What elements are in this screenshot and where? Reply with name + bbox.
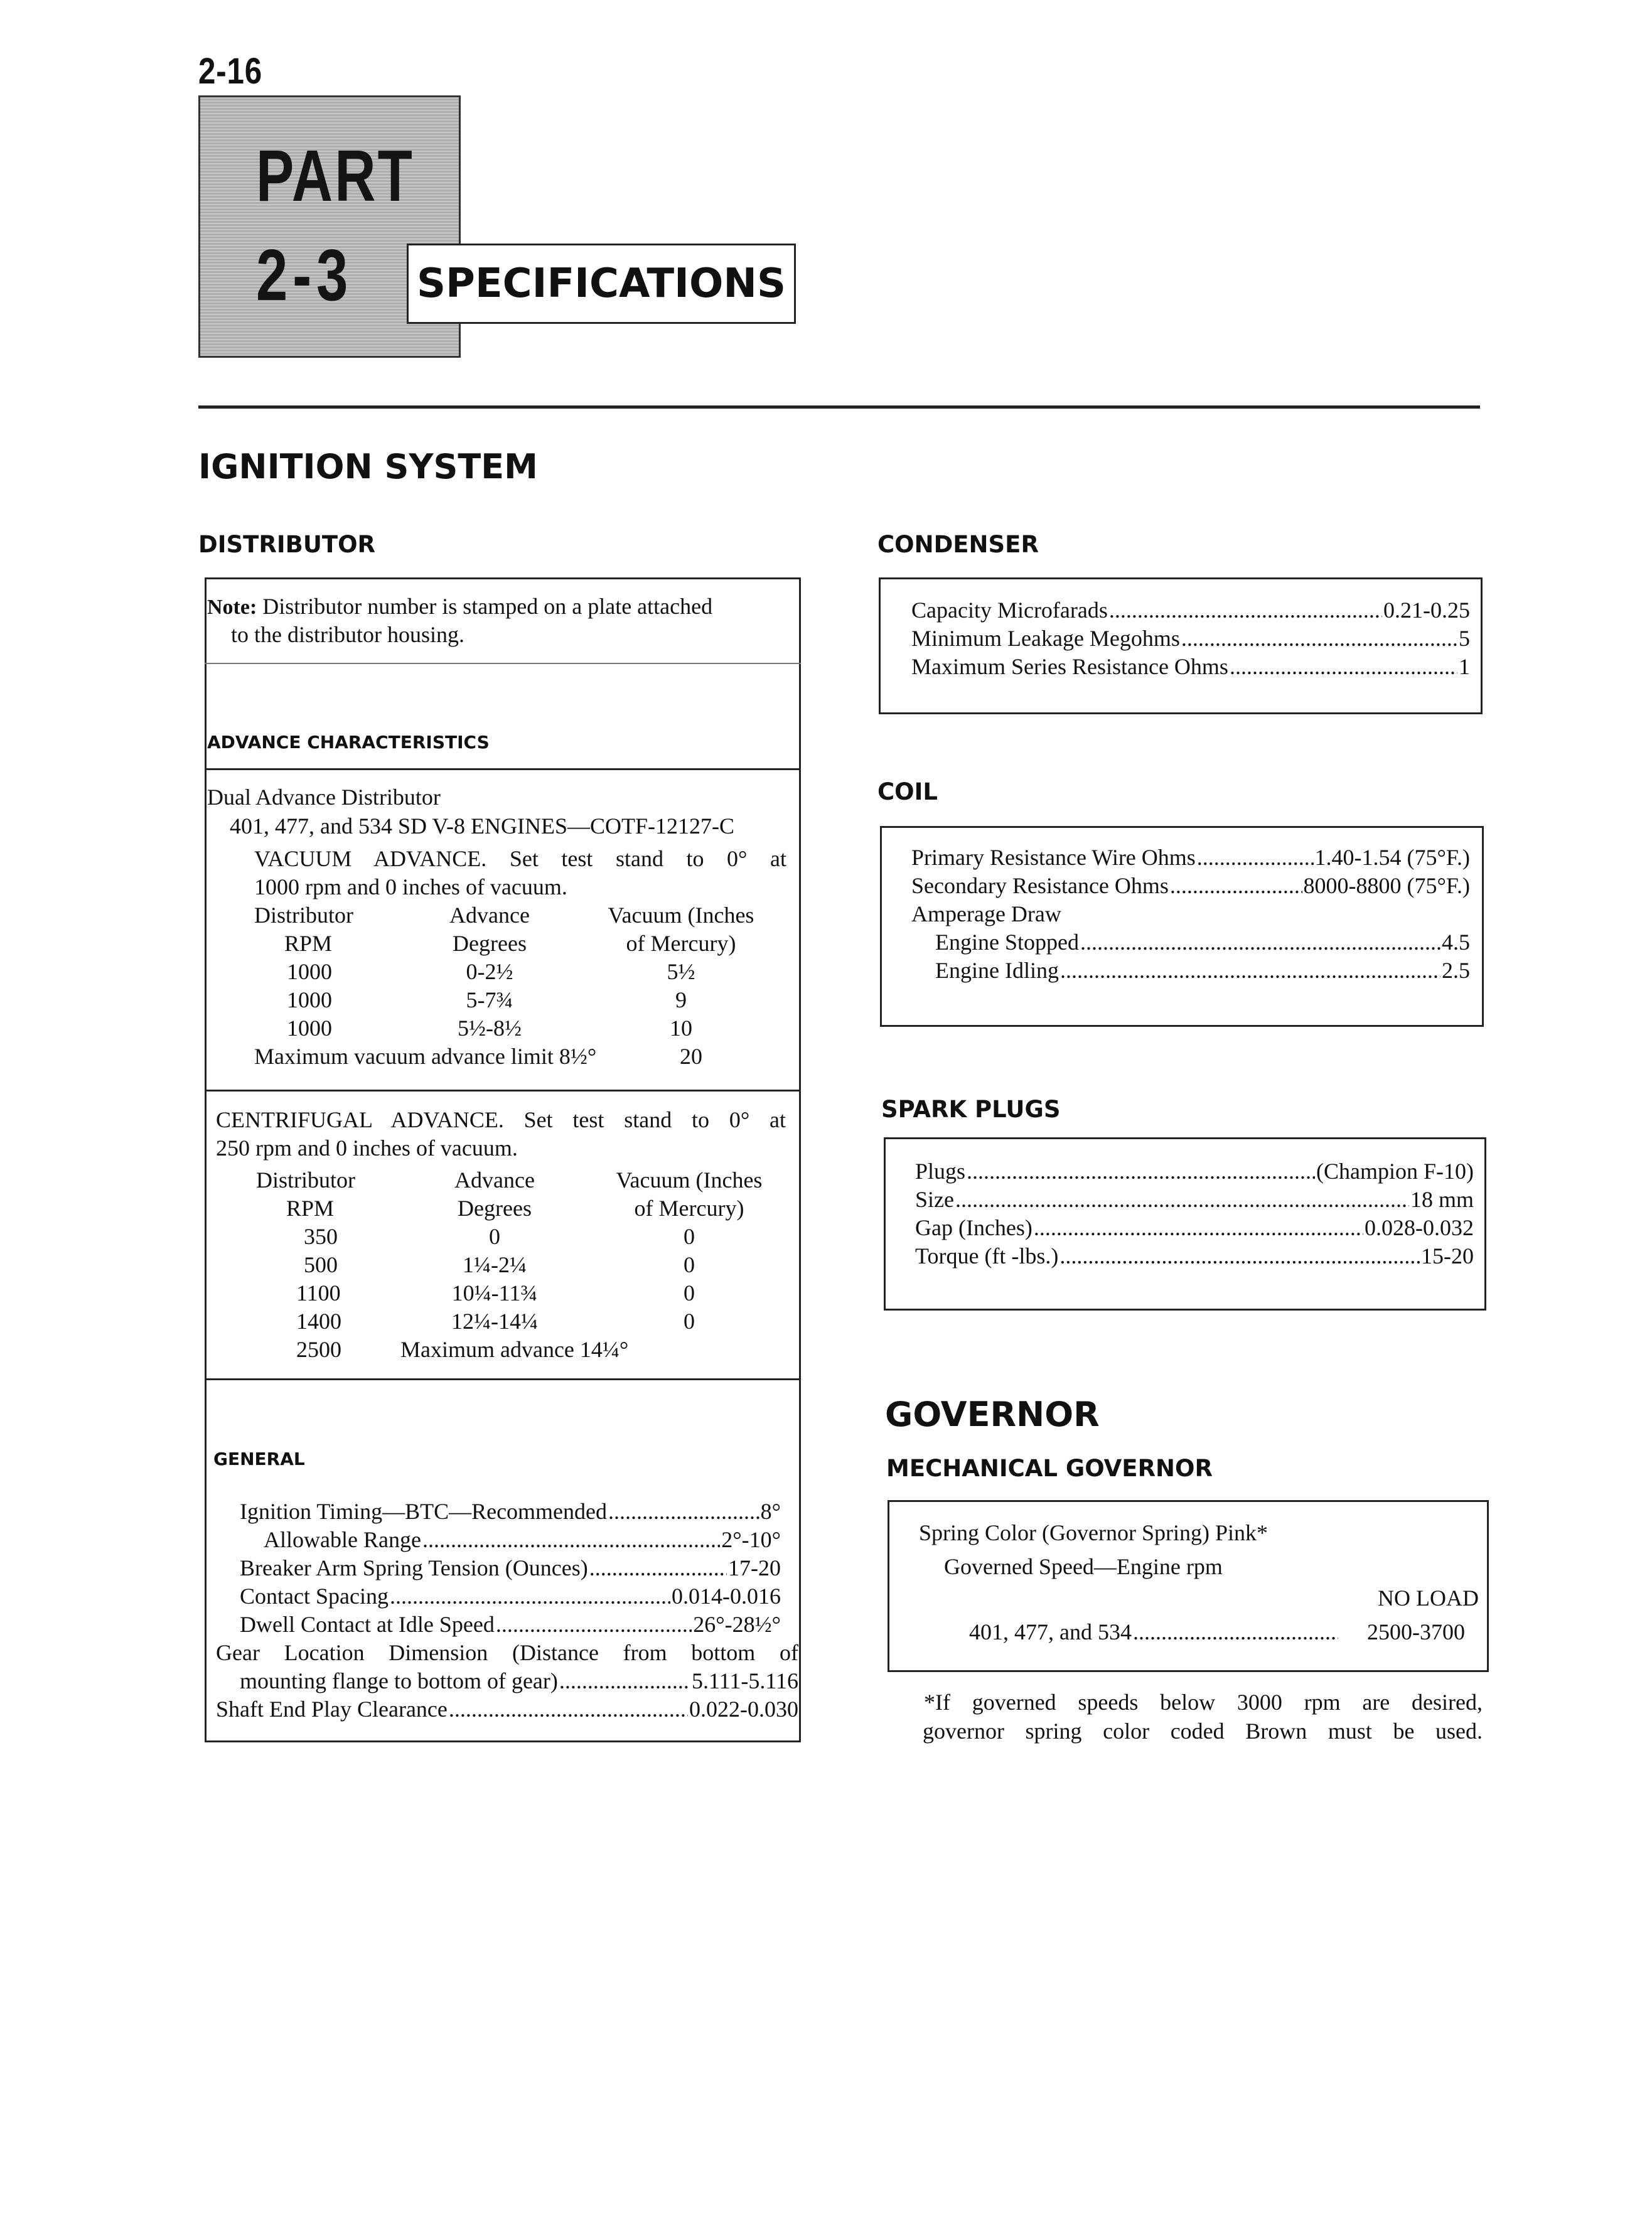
vacuum-max-value: 20 [680,1044,702,1069]
col-header-distributor: Distributor [256,1167,355,1193]
condenser-heading: CONDENSER [877,531,1039,558]
page-title: SPECIFICATIONS [407,244,796,324]
table-cell: 500 [304,1252,338,1277]
governor-footnote-2: governor spring color coded Brown must be used. [923,1719,1483,1744]
centrifugal-table [256,1166,790,1364]
spec-row: Engine Idling ..... 2.5 [911,957,1470,985]
centrifugal-intro-2: 250 rpm and 0 inches of vacuum. [216,1135,518,1161]
note-divider [205,663,801,664]
vacuum-max-label: Maximum vacuum advance limit 8½° [254,1044,597,1069]
governor-heading: GOVERNOR [885,1395,1100,1434]
table-cell: 350 [304,1224,338,1249]
spec-row: Shaft End Play Clearance ..... 0.022-0.030 [216,1695,798,1724]
col-header-rpm: RPM [284,931,333,956]
table-cell: 5½ [667,959,695,984]
table-cell: 1400 [296,1309,341,1334]
ignition-system-heading: IGNITION SYSTEM [198,447,538,486]
centrifugal-intro-1: CENTRIFUGAL ADVANCE. Set test stand to 0° at [216,1107,786,1132]
amperage-draw-label: Amperage Draw [911,901,1061,926]
table-cell: 1000 [287,987,332,1012]
col-header-distributor: Distributor [254,903,353,928]
spec-row: Engine Stopped ..... 4.5 [911,928,1470,957]
table-cell: 0 [489,1224,500,1249]
spring-color-line: Spring Color (Governor Spring) Pink* [919,1520,1268,1545]
gear-location-line: Gear Location Dimension (Distance from bottom of [216,1640,798,1665]
table-cell: 1¼-2¼ [463,1252,527,1277]
col-header-advance: Advance [454,1167,535,1193]
general-list [240,1498,781,1639]
col-header-degrees: Degrees [453,931,527,956]
vacuum-intro-2: 1000 rpm and 0 inches of vacuum. [254,874,567,899]
spark-plugs-heading: SPARK PLUGS [881,1096,1061,1123]
vacuum-table [254,901,781,1071]
table-cell: 10¼-11¾ [451,1280,538,1306]
advance-divider [205,768,801,770]
spec-row: Minimum Leakage Megohms ..... 5 [911,625,1470,653]
table-cell: 0 [684,1309,695,1334]
centrifugal-divider [205,1378,801,1380]
col-header-degrees: Degrees [458,1196,532,1221]
spec-row: Secondary Resistance Ohms ..... 8000-8800 (75°F.) [911,872,1470,900]
spec-row: Dwell Contact at Idle Speed ..... 26°-28½° [240,1611,781,1639]
spec-row: 401, 477, and 534 ..... [969,1618,1339,1646]
header-rule [198,405,1480,409]
spec-row: Contact Spacing ..... 0.014-0.016 [240,1582,781,1611]
table-cell: 5½-8½ [458,1016,522,1041]
dual-advance-line: Dual Advance Distributor [207,785,441,810]
spec-row: Plugs ..... (Champion F-10) [915,1157,1474,1186]
spec-row: Torque (ft -lbs.) ..... 15-20 [915,1242,1474,1270]
spec-row: mounting flange to bottom of gear) ..... 5.111-5.116 [240,1667,798,1695]
note-text-1: Distributor number is stamped on a plate attached [262,594,713,619]
governor-speed-value: 2500-3700 [1367,1619,1465,1644]
spec-row: Primary Resistance Wire Ohms ..... 1.40-1.54 (75°F.) [911,844,1470,872]
table-cell: 1000 [287,1016,332,1041]
col-header-mercury: of Mercury) [634,1196,744,1221]
note-label: Note: [207,596,257,619]
vacuum-intro-1: VACUUM ADVANCE. Set test stand to 0° at [254,846,786,871]
governed-speed-line: Governed Speed—Engine rpm [944,1554,1223,1579]
part-word: PART [256,135,415,217]
coil-heading: COIL [877,778,938,805]
col-header-advance: Advance [449,903,530,928]
col-header-vacuum: Vacuum (Inches [616,1167,763,1193]
col-header-vacuum: Vacuum (Inches [608,903,754,928]
table-cell: 0 [684,1280,695,1306]
condenser-list [911,596,1470,681]
table-cell: 0-2½ [466,959,513,984]
spec-row: Maximum Series Resistance Ohms ..... 1 [911,653,1470,681]
coil-list [911,844,1470,985]
spec-row: Gap (Inches) ..... 0.028-0.032 [915,1214,1474,1242]
table-cell: 12¼-14¼ [451,1309,538,1334]
spec-row: Allowable Range ..... 2°-10° [240,1526,781,1554]
centrifugal-max-text: Maximum advance 14¼° [400,1337,629,1362]
engines-line: 401, 477, and 534 SD V-8 ENGINES—COTF-12127-C [230,813,735,839]
no-load-label: NO LOAD [1378,1585,1479,1611]
table-cell: 10 [670,1016,692,1041]
part-number: 2-3 [256,234,353,316]
note-text-2: to the distributor housing. [231,622,464,647]
table-cell: 5-7¾ [466,987,513,1012]
table-cell: 1100 [296,1280,341,1306]
general-heading: GENERAL [213,1449,305,1469]
col-header-rpm: RPM [286,1196,335,1221]
vacuum-divider [205,1090,801,1091]
table-cell: 9 [675,987,687,1012]
distributor-note [207,593,712,621]
table-cell: 2500 [296,1337,341,1362]
governor-footnote-1: *If governed speeds below 3000 rpm are desired, [924,1690,1483,1715]
page-number: 2-16 [198,51,263,92]
mechanical-governor-heading: MECHANICAL GOVERNOR [886,1455,1213,1482]
spark-plugs-list [915,1157,1474,1270]
distributor-heading: DISTRIBUTOR [198,531,376,558]
spec-row: Breaker Arm Spring Tension (Ounces) ..... 17-20 [240,1554,781,1582]
spec-row: Capacity Microfarads ..... 0.21-0.25 [911,596,1470,625]
advance-characteristics-heading: ADVANCE CHARACTERISTICS [207,732,490,753]
table-cell: 0 [684,1252,695,1277]
col-header-mercury: of Mercury) [626,931,736,956]
spec-row: Size ..... 18 mm [915,1186,1474,1214]
table-cell: 0 [684,1224,695,1249]
spec-row: Ignition Timing—BTC—Recommended ..... 8° [240,1498,781,1526]
table-cell: 1000 [287,959,332,984]
